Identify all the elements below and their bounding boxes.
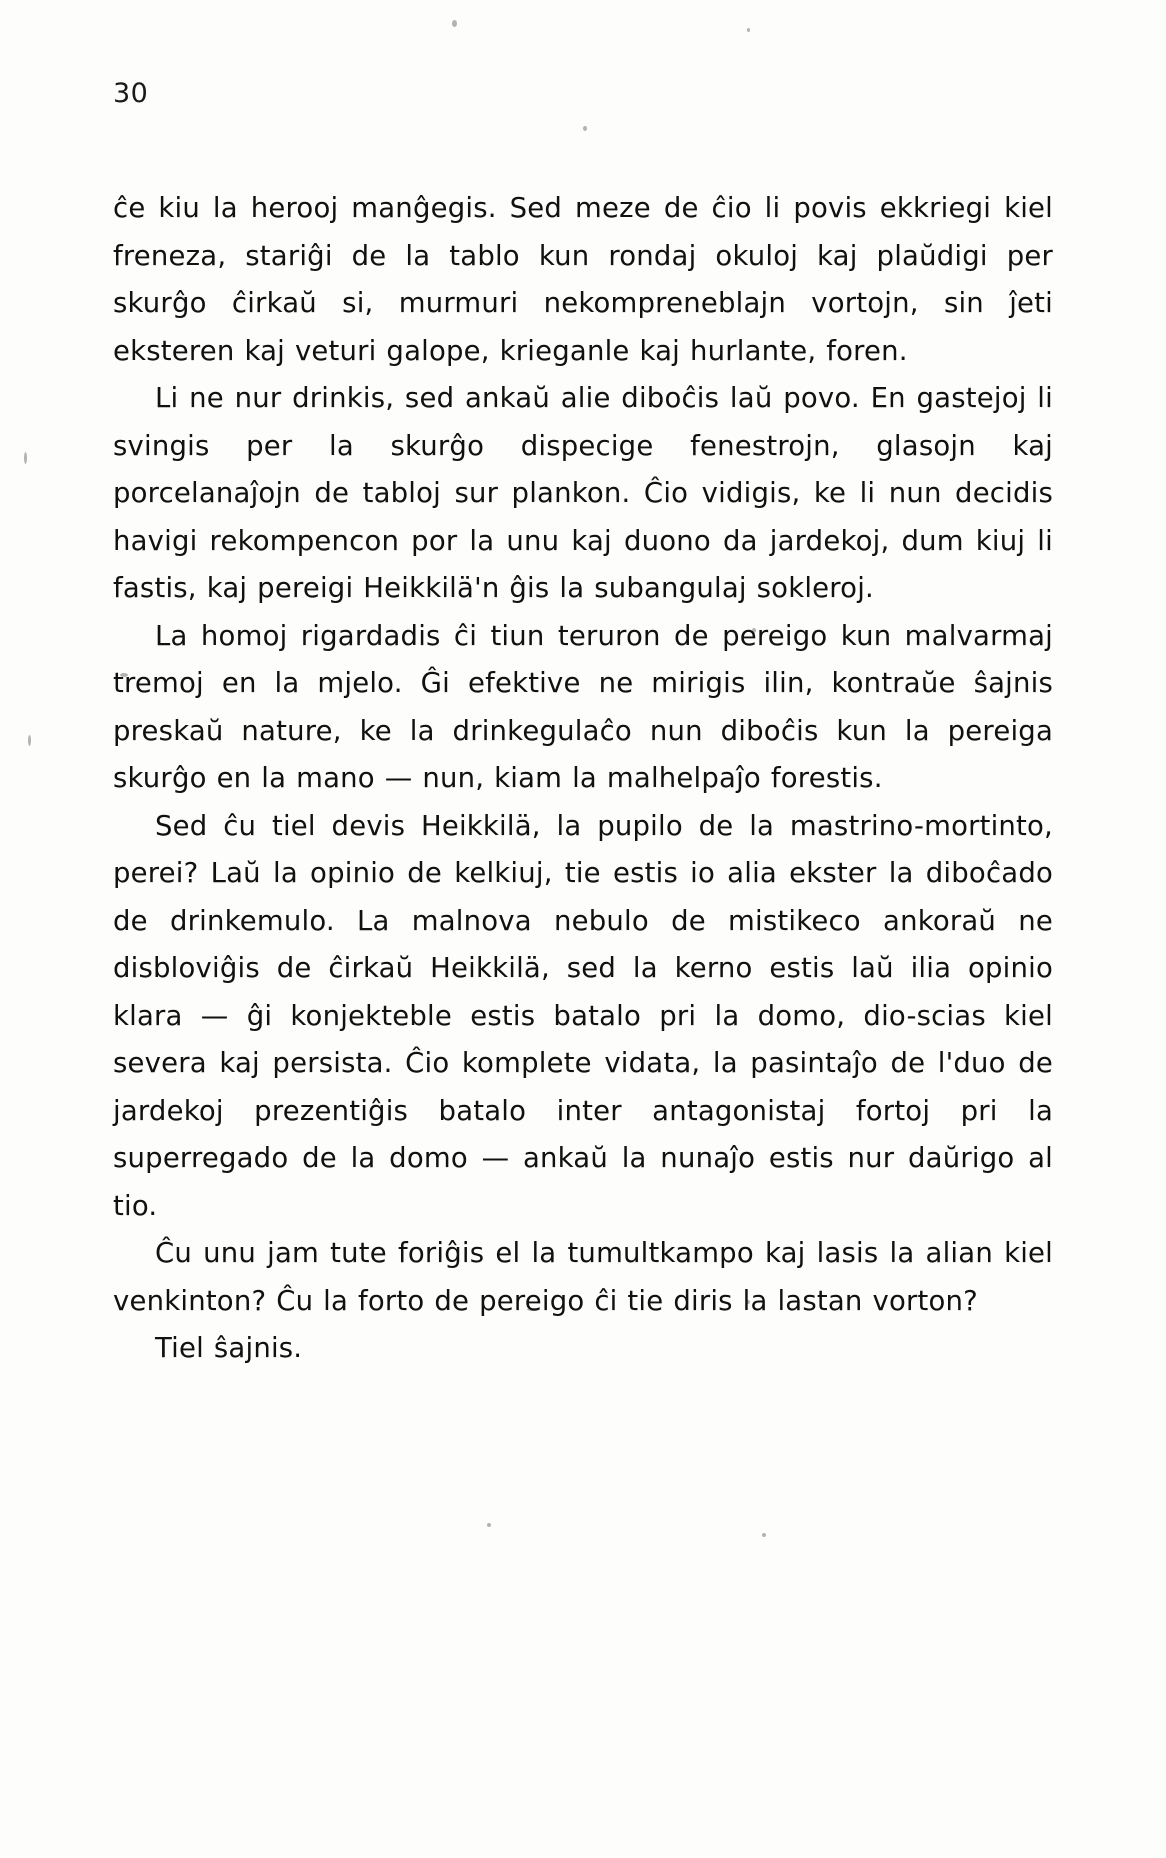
scan-speck [583, 126, 587, 131]
page-number: 30 [113, 78, 149, 109]
body-text-column [113, 185, 1053, 1373]
scan-speck [487, 1523, 491, 1527]
scan-speck [28, 735, 31, 746]
paragraph: Li ne nur drinkis, sed ankaŭ alie diboĉis laŭ povo. En gastejoj li svingis per la skurĝo dispecige fenestrojn, glasojn kaj porcelanaĵojn de tabloj sur plankon. Ĉio vidigis, ke li nun decidis havigi rekompencon por la unu kaj duono da jardekoj, dum kiuj li fastis, kaj pereigi Heikkilä'n ĝis la subangulaj sokleroj. [113, 382, 1053, 604]
paragraph: La homoj rigardadis ĉi tiun teruron de pereigo kun malvarmaj tremoj en la mjelo. Ĝi efektive ne mirigis ilin, kontraŭe ŝajnis preskaŭ nature, ke la drinkegulaĉo nun diboĉis kun la pereiga skurĝo en la mano — nun, kiam la malhelpaĵo forestis. [113, 619, 1053, 794]
scan-speck [24, 452, 27, 464]
scan-speck [762, 1533, 766, 1537]
scan-speck [747, 28, 750, 32]
paragraph: Sed ĉu tiel devis Heikkilä, la pupilo de la mastrino-mortinto, perei? Laŭ la opinio de kelkiuj, tie estis io alia ekster la diboĉado de drinkemulo. La malnova nebulo de mistikeco ankoraŭ ne disbloviĝis de ĉirkaŭ Heikkilä, sed la kerno estis laŭ ilia opinio klara — ĝi konjekteble estis batalo pri la domo, dio-scias kiel severa kaj persista. Ĉio komplete vidata, la pasintaĵo de l'duo de jardekoj prezentiĝis batalo inter antagonistaj fortoj pri la superregado de la domo — ankaŭ la nunaĵo estis nur daŭrigo al tio. [113, 809, 1053, 1222]
paragraph: ĉe kiu la herooj manĝegis. Sed meze de ĉio li povis ekkriegi kiel freneza, stariĝi de la tablo kun rondaj okuloj kaj plaŭdigi per skurĝo ĉirkaŭ si, murmuri nekompreneblajn vortojn, sin ĵeti eksteren kaj veturi galope, krieganle kaj hurlante, foren. [113, 192, 1053, 367]
paragraph: Tiel ŝajnis. [155, 1332, 303, 1364]
paragraph: Ĉu unu jam tute foriĝis el la tumultkampo kaj lasis la alian kiel venkinton? Ĉu la forto de pereigo ĉi tie diris la lastan vorton? [113, 1237, 1053, 1317]
scan-speck [452, 20, 457, 27]
